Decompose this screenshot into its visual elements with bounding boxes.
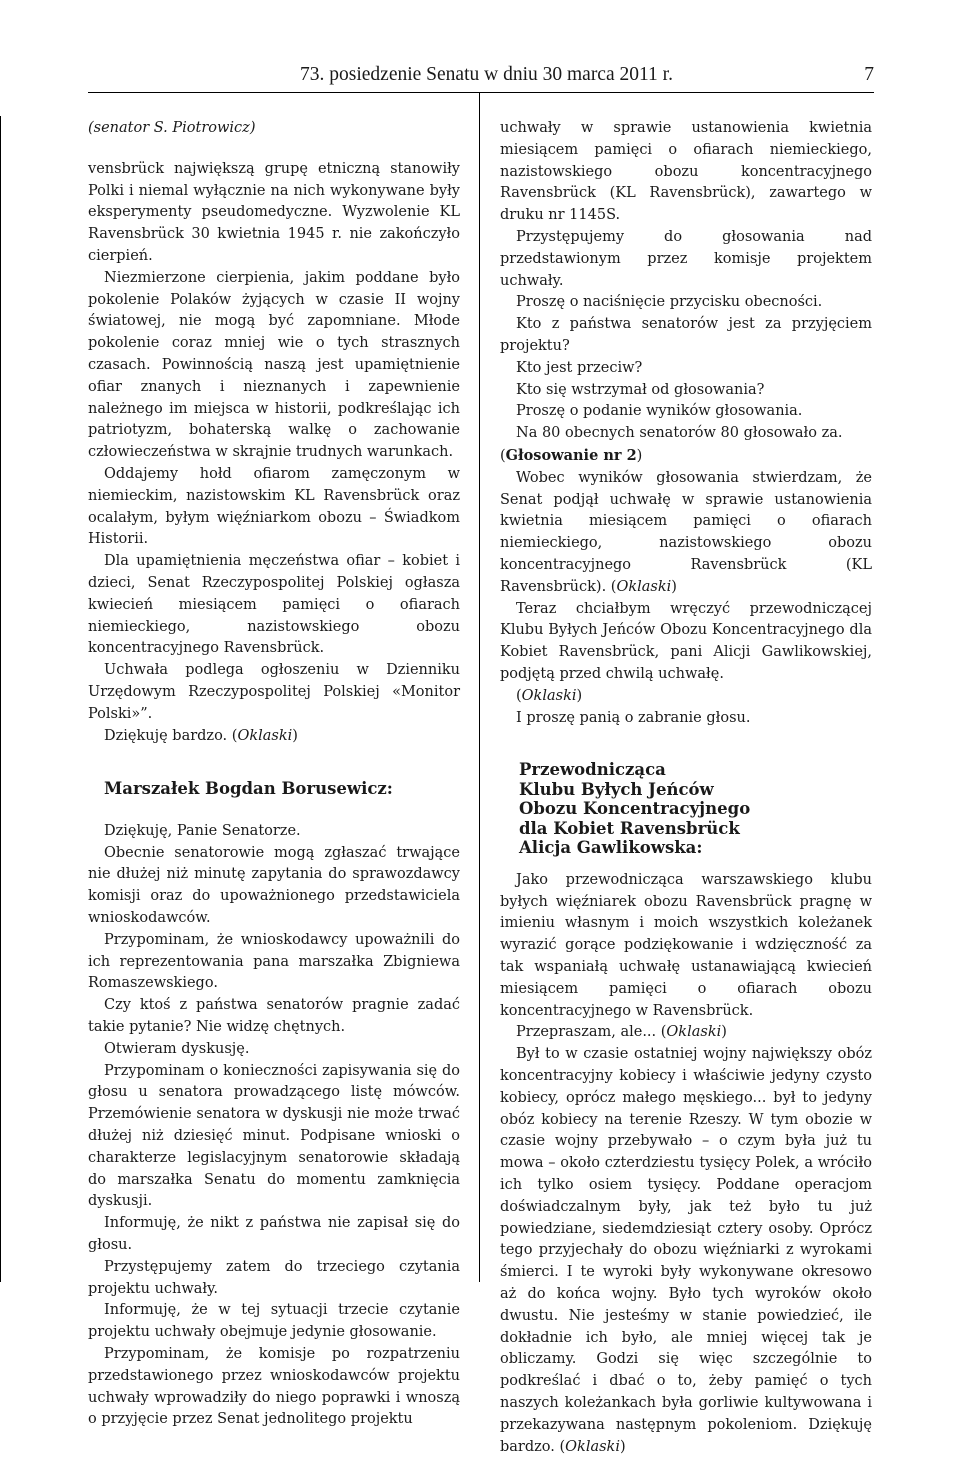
paragraph: Na 80 obecnych senatorów 80 głosowało za.	[516, 425, 843, 442]
applause-note: Oklaski	[237, 727, 293, 744]
paragraph: Niezmierzone cierpienia, jakim poddane było pokolenie Polaków żyjących w czasie II wojny światowej, nie mogą być zapomniane. Młode pokolenie coraz mniej wie o tych strasznych czasach. Powinnością naszą jest upamiętnienie ofiar znanych i nieznanych i zapewnienie należnego im miejsca w historii, podkreślając ich patriotyzm, bohaterską walkę o zachowanie człowieczeństwa w skrajnie trudnych warunkach.	[88, 269, 460, 461]
paragraph: Przystępujemy do głosowania nad przedstawionym przez komisje projektem uchwały.	[500, 228, 872, 289]
speaker-heading: Marszałek Bogdan Borusewicz:	[104, 779, 393, 799]
paragraph: Jako przewodnicząca warszawskiego klubu byłych więźniarek obozu Ravensbrück pragnę w imieniu własnym i moich wszystkich koleżanek wyrazić gorące podziękowanie i wdzięczność za tak wspaniałą uchwałę ustanawiającą kwiecień miesiącem pamięci o ofiarach obozu koncentracyjnego w Ravensbrück.	[500, 871, 872, 1019]
paragraph: Proszę o naciśnięcie przycisku obecności.	[516, 294, 823, 311]
paragraph: Kto jest przeciw?	[516, 359, 643, 376]
paragraph: Otwieram dyskusję.	[104, 1040, 250, 1057]
speaker-line: dla Kobiet Ravensbrück	[519, 818, 740, 838]
paragraph: vensbrück największą grupę etniczną stanowiły Polki i niemal wyłącznie na nich wykonywane były eksperymenty pseudomedyczne. Wyzwolenie KL Ravensbrück 30 kwietnia 1945 r. nie zakończyło cierpień.	[88, 160, 460, 264]
paragraph: I proszę panią o zabranie głosu.	[516, 709, 751, 726]
speaker-line: Obozu Koncentracyjnego	[519, 799, 751, 819]
paragraph: Teraz chciałbym wręczyć przewodniczącej Klubu Byłych Jeńców Obozu Koncentracyjnego dla Kobiet Ravensbrück, pani Alicji Gawlikowskiej, podjętą przed chwilą uchwałę.	[500, 600, 872, 682]
vote-note: (Głosowanie nr 2)	[500, 446, 643, 464]
paragraph: Czy ktoś z państwa senatorów pragnie zadać takie pytanie? Nie widzę chętnych.	[88, 997, 460, 1035]
speaker-line: Klubu Byłych Jeńców	[519, 779, 714, 799]
paragraph: Był to w czasie ostatniej wojny największy obóz koncentracyjny kobiecy i właściwie jedyny czysto kobiecy, oprócz małego męskiego... był to jedyny obóz kobiecy na terenie Rzeszy. W tym obozie w czasie wojny przebywało – o czym była już tu mowa – około czterdziestu tysięcy Polek, a wróciło ich tylko osiem tysięcy. Poddane operacjom doświadczalnym były, jak też było tu już powiedziane, siedemdziesiąt cztery osoby. Oprócz tego przyjechały do obozu więźniarki z wyrokami śmierci. I te wyroki były wykonywane okresowo aż do końca wojny. Było tych wyroków około dwustu. Nie jesteśmy w stanie powiedzieć, ile dokładnie ich było, ale mniej więcej tak je obliczamy. Godzi się więc szczególnie to podkreślać i dbać o to, żeby pamięć o tych naszych koleżankach była gorliwie kultywowana i przekazywana następnym pokoleniom. Dziękuję bardzo. (Oklaski)	[500, 1046, 872, 1455]
paragraph: Przepraszam, ale... (Oklaski)	[516, 1024, 727, 1041]
speaker-line: Przewodnicząca	[519, 760, 666, 780]
session-title: 73. posiedzenie Senatu w dniu 30 marca 2011 r.	[300, 64, 673, 85]
header-rule	[88, 92, 874, 93]
continued-speaker-label: (senator S. Piotrowicz)	[88, 120, 256, 136]
paragraph: Kto się wstrzymał od głosowania?	[516, 381, 765, 398]
paragraph: Obecnie senatorowie mogą zgłaszać trwające nie dłużej niż minutę zapytania do sprawozdawcy komisji oraz do upoważnionego przedstawiciela wnioskodawców.	[88, 844, 460, 926]
paragraph: Oddajemy hołd ofiarom zamęczonym w niemieckim, nazistowskim KL Ravensbrück oraz ocalałym, byłym więźniarkom obozu – Świadkom Historii.	[88, 465, 460, 548]
paragraph: Informuję, że w tej sytuacji trzecie czytanie projektu uchwały obejmuje jedynie głosowanie.	[88, 1302, 460, 1341]
vote-number: Głosowanie nr 2	[505, 446, 637, 464]
paragraph: Dla upamiętnienia męczeństwa ofiar – kobiet i dzieci, Senat Rzeczypospolitej Polskiej ogłasza kwiecień miesiącem pamięci o ofiarach niemieckiego, nazistowskiego obozu koncentracyjnego Ravensbrück.	[88, 553, 460, 657]
paragraph: Dziękuję, Panie Senatorze.	[104, 822, 301, 839]
right-column	[500, 118, 872, 1458]
speaker-line: Alicja Gawlikowska:	[519, 838, 703, 858]
page-header	[88, 64, 874, 90]
paragraph: Przystępujemy zatem do trzeciego czytania projektu uchwały.	[88, 1258, 460, 1297]
paragraph: Proszę o podanie wyników głosowania.	[516, 403, 803, 420]
left-column	[88, 118, 460, 1431]
page-number: 7	[864, 64, 874, 85]
applause-note: Oklaski	[565, 1438, 620, 1455]
paragraph: Przypominam, że komisje po rozpatrzeniu przedstawionego przez wnioskodawców projektu uchwały wprowadziły do niego poprawki i wnoszą o przyjęcie przez Senat jednolitego projektu	[88, 1345, 460, 1428]
paragraph: Kto z państwa senatorów jest za przyjęciem projektu?	[500, 316, 872, 354]
applause-note: Oklaski	[666, 1024, 722, 1041]
speaker-heading	[500, 760, 872, 858]
column-divider	[479, 93, 480, 1282]
paragraph: Wobec wyników głosowania stwierdzam, że Senat podjął uchwałę w sprawie ustanowienia kwietnia miesiącem pamięci o ofiarach niemieckiego, nazistowskiego obozu koncentracyjnego Ravensbrück (KL Ravensbrück). (Oklaski)	[500, 469, 872, 595]
paragraph: Uchwała podlega ogłoszeniu w Dzienniku Urzędowym Rzeczypospolitej Polskiej «Monitor Polski»”.	[88, 662, 460, 722]
paragraph: uchwały w sprawie ustanowienia kwietnia miesiącem pamięci o ofiarach niemieckiego, nazistowskiego obozu koncentracyjnego Ravensbrück (KL Ravensbrück), zawartego w druku nr 1145S.	[500, 120, 872, 224]
paragraph: Przypominam, że wnioskodawcy upoważnili do ich reprezentowania pana marszałka Zbigniewa Romaszewskiego.	[88, 931, 460, 992]
left-margin-rule	[0, 116, 1, 1282]
applause-line: (Oklaski)	[516, 687, 583, 704]
paragraph: Przypominam o konieczności zapisywania się do głosu u senatora prowadzącego listę mówców. Przemówienie senatora w dyskusji nie może trwać dłużej niż dziesięć minut. Podpisane wnioski o charakterze legislacyjnym senatorowie składają do marszałka Senatu do momentu zamknięcia dyskusji.	[88, 1062, 460, 1210]
paragraph: Informuję, że nikt z państwa nie zapisał się do głosu.	[88, 1215, 460, 1253]
paragraph: Dziękuję bardzo. (Oklaski)	[104, 727, 298, 744]
applause-note: Oklaski	[616, 578, 672, 595]
applause-note: Oklaski	[521, 687, 577, 704]
